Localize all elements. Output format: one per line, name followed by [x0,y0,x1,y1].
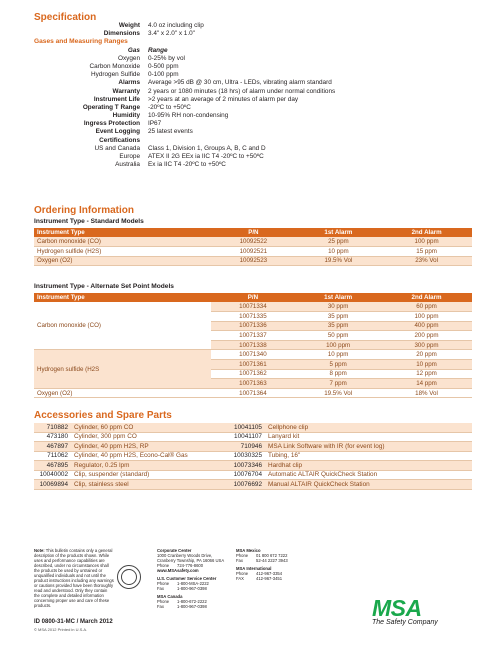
ordering-title: Ordering Information [34,205,134,216]
part-number: 10041105 [234,423,262,431]
us-title: U.S. Customer Service Center [157,576,217,581]
table-cell: 50 ppm [295,331,381,341]
gases-heading: Gases and Measuring Ranges [34,38,128,46]
spec-value: 0-500 ppm [148,62,179,70]
spec-row [34,112,474,120]
spec-label: Dimensions [103,30,140,38]
part-number: 473180 [46,433,68,441]
spec-label: Europe [119,153,140,160]
spec-value: 3.4" x 2.0" x 1.0" [148,30,195,38]
spec-value: Average >95 dB @ 30 cm, Ultra - LEDs, vibrating alarm standard [148,79,332,87]
part-description: Cylinder, 40 ppm H2S, RP [74,442,149,450]
accessory-row [228,480,472,490]
table-cell: 10071362 [211,369,296,379]
part-number: 710946 [240,442,262,450]
accessories-title: Accessories and Spare Parts [34,410,172,421]
logo-mark: MSA [372,595,422,621]
table-header: Instrument Type [34,228,211,237]
accessory-row [228,461,472,471]
spec-value: -20ºC to +50ºC [148,103,191,111]
table-cell: 10 ppm [296,247,382,257]
table-header: 2nd Alarm [381,293,472,302]
table-cell: 10071337 [211,331,296,341]
table-cell: 10071363 [211,379,296,389]
gas-row [34,55,474,63]
msa-logo [372,595,472,635]
table-cell: 23% Vol [381,256,472,266]
spec-row [34,104,474,112]
table-cell: 10071336 [211,321,296,331]
logo-tagline: The Safety Company [372,619,438,626]
corp-title: Corporate Center [157,548,192,553]
table-header: 2nd Alarm [381,228,472,237]
spec-row [34,137,474,145]
disclaimer-note [34,548,114,608]
table-row [34,237,472,247]
part-description: Hardhat clip [268,461,303,469]
spec-value: 10-95% RH non-condensing [148,112,229,120]
spec-label: US and Canada [94,144,140,152]
table-cell: 8 ppm [295,369,381,379]
spec-value: IP67 [148,120,162,128]
part-description: Automatic ALTAIR QuickCheck Station [268,471,378,479]
part-number: 711062 [47,452,68,460]
alternate-models-table [34,293,472,398]
table-cell: 10071361 [211,360,296,370]
part-number: 10076692 [233,480,262,488]
table-cell: 30 ppm [295,302,381,312]
intl-title: MSA International [236,566,272,571]
part-description: Tubing, 16" [268,452,301,460]
range-col-label: Range [148,46,168,54]
accessory-row [228,423,472,433]
part-description: Cylinder, 40 ppm H2S, Econo-Cal® Gas [74,452,188,460]
instrument-type-cell: Hydrogen sulfide (H2S [34,350,211,388]
table-row [34,302,472,312]
spec-value: 0-25% by vol [148,54,185,62]
part-description: Cylinder, 60 ppm CO [74,423,134,431]
spec-label: Hydrogen Sulfide [90,71,140,79]
part-description: Lanyard kit [268,433,300,441]
table-cell: 300 ppm [381,340,472,350]
intl-phone-label: Phone [236,571,249,576]
spec-row [34,22,474,30]
table-row [34,350,472,360]
table-cell: 35 ppm [295,321,381,331]
table-header: P/N [211,293,296,302]
table-cell: 15 ppm [381,247,472,257]
table-cell: 10092523 [211,256,295,266]
canada-phone-label: Phone [157,599,170,604]
table-cell: 100 ppm [381,237,472,247]
accessory-row [34,452,239,462]
spec-value: Class 1, Division 1, Groups A, B, C and D [148,144,266,152]
table-cell: Carbon monoxide (CO) [34,237,211,247]
accessories-left-list [34,423,239,490]
cert-row [34,145,474,153]
accessory-row [34,442,239,452]
document-id: ID 0800-31-MC / March 2012 [34,619,113,625]
instrument-type-cell: Carbon monoxide (CO) [34,302,211,350]
mexico-fax-label: Fax [236,558,243,563]
table-cell: 10071335 [211,312,296,322]
part-description: Manual ALTAIR QuickCheck Station [268,480,370,488]
table-cell: Oxygen (O2) [34,256,211,266]
spec-value: >2 years at an average of 2 minutes of alarm per day [148,95,299,103]
part-number: 10030325 [233,452,262,460]
corp-phone: 724-776-8600 [177,563,204,568]
intl-fax-label: FAX [236,576,244,581]
table-cell: 60 ppm [381,302,472,312]
table-header: Instrument Type [34,293,211,302]
spec-label: Oxygen [117,54,140,62]
intl-fax: 412-967-3451 [256,576,283,581]
corp-website[interactable]: www.MSAsafety.com [157,568,199,573]
table-cell: 400 ppm [381,321,472,331]
spec-value: ATEX II 2G EEx ia IIC T4 -20ºC to +50ºC [148,153,264,160]
spec-value: Ex ia IIC T4 -20ºC to +50ºC [148,161,226,169]
accessory-row [34,461,239,471]
gas-range-header [34,47,474,55]
table-row [34,247,472,257]
spec-label: Humidity [112,112,140,120]
spec-value: 2 years or 1080 minutes (18 hrs) of alarm under normal conditions [148,87,336,95]
accessory-row [228,471,472,481]
part-description: MSA Link Software with IR (for event log) [268,442,385,450]
table-cell: 25 ppm [296,237,382,247]
mexico-fax: 52-44 2227 3943 [256,558,288,563]
alternate-models-title: Instrument Type - Alternate Set Point Models [34,283,174,290]
part-number: 10041107 [234,433,262,441]
table-cell: 10071340 [211,350,296,360]
spec-label: Australia [115,161,140,169]
standard-models-table [34,228,472,266]
spec-label: Instrument Life [93,95,140,103]
us-fax: 1-800-967-0398 [177,586,207,591]
table-cell: 200 ppm [381,331,472,341]
part-number: 10076704 [233,471,262,479]
gas-row [34,63,474,71]
spec-value: 4.0 oz including clip [148,22,204,29]
spec-row [34,128,474,136]
part-number: 467897 [46,442,68,450]
part-number: 10069894 [39,480,68,488]
spec-label: Certifications [99,136,140,144]
table-cell: 5 ppm [295,360,381,370]
table-cell: Oxygen (O2) [34,388,211,398]
mexico-title: MSA Mexico [236,548,261,553]
part-number: 10073346 [233,461,262,469]
accessory-row [34,423,239,433]
spec-row [34,79,474,87]
spec-label: Ingress Protection [83,120,140,128]
table-row [34,388,472,398]
table-header: P/N [211,228,295,237]
specification-title: Specification [34,12,97,23]
certification-seal-icon [117,565,141,589]
part-description: Clip, suspender (standard) [74,471,150,479]
spec-label: Operating T Range [82,103,140,111]
spec-label: Weight [118,22,140,29]
cert-row [34,153,474,161]
spec-row [34,96,474,104]
international-contacts [236,548,316,581]
mexico-phone-label: Phone [236,553,249,558]
table-cell: 100 ppm [381,312,472,322]
mexico-phone: 01 800 672 7222 [256,553,288,558]
part-description: Cylinder, 300 ppm CO [74,433,137,441]
table-cell: 100 ppm [295,340,381,350]
spec-label: Alarms [118,79,140,87]
table-cell: Hydrogen sulfide (H2S) [34,247,211,257]
canada-fax: 1-800-967-0398 [177,604,207,609]
corp-phone-label: Phone [157,563,170,568]
us-phone-label: Phone [157,581,170,586]
spec-value: 0-100 ppm [148,71,179,79]
note-text: This bulletin contains only a general description of the products shown. While uses and performance capabilities are described, under no circumstances shall the products be used by untrained or unqualified individuals and not until the product instructions including any warnings or cautions provided have been thoroughly read and understood. Only they contain the complete and detailed information concerning proper use and care of these products. [34,548,114,608]
part-number: 10040002 [39,471,68,479]
accessories-right-list [228,423,472,490]
accessory-row [34,471,239,481]
table-header: 1st Alarm [295,293,381,302]
intl-phone: 412-967-3354 [256,571,283,576]
accessory-row [34,480,239,490]
part-description: Clip, stainless steel [74,480,129,488]
spec-label: Event Logging [95,128,140,136]
accessory-row [228,433,472,443]
canada-fax-label: Fax [157,604,164,609]
spec-list [34,22,474,169]
table-cell: 19.5% Vol [295,388,381,398]
table-cell: 35 ppm [295,312,381,322]
spec-value [144,137,148,145]
spec-label: Carbon Monoxide [89,62,140,70]
table-cell: 10071334 [211,302,296,312]
canada-title: MSA Canada [157,594,183,599]
table-cell: 7 ppm [295,379,381,389]
spec-row [34,120,474,128]
gas-col-label: Gas [127,46,140,54]
corp-address-1: 1000 Cranberry Woods Drive, [157,553,213,558]
cert-row [34,161,474,169]
us-phone: 1-800-MSA-2222 [177,581,209,586]
table-cell: 10071338 [211,340,296,350]
accessory-row [228,452,472,462]
table-cell: 10092521 [211,247,295,257]
part-number: 710882 [46,423,68,431]
table-cell: 10092522 [211,237,295,247]
accessory-row [228,442,472,452]
part-number: 467895 [46,461,68,469]
part-description: Cellphone clip [268,423,309,431]
table-cell: 10071364 [211,388,296,398]
corporate-contacts [157,548,232,609]
canada-phone: 1-800-672-2222 [177,599,207,604]
table-cell: 14 ppm [381,379,472,389]
us-fax-label: Fax [157,586,164,591]
part-description: Regulator, 0.25 lpm [74,461,130,469]
spec-label: Warranty [112,87,140,95]
standard-models-title: Instrument Type - Standard Models [34,218,144,225]
table-header: 1st Alarm [296,228,382,237]
table-cell: 20 ppm [381,350,472,360]
note-label: Note: [34,548,45,553]
copyright: © MSA 2012 Printed in U.S.A. [34,627,88,632]
table-cell: 10 ppm [295,350,381,360]
table-cell: 18% Vol [381,388,472,398]
gas-row [34,71,474,79]
table-cell: 10 ppm [381,360,472,370]
table-cell: 19.5% Vol [296,256,382,266]
corp-address-2: Cranberry Township, PA 16066 USA [157,558,225,563]
accessory-row [34,433,239,443]
spec-value: 25 latest events [148,128,193,136]
table-row [34,256,472,266]
spec-row [34,88,474,96]
spec-row [34,30,474,38]
table-cell: 12 ppm [381,369,472,379]
